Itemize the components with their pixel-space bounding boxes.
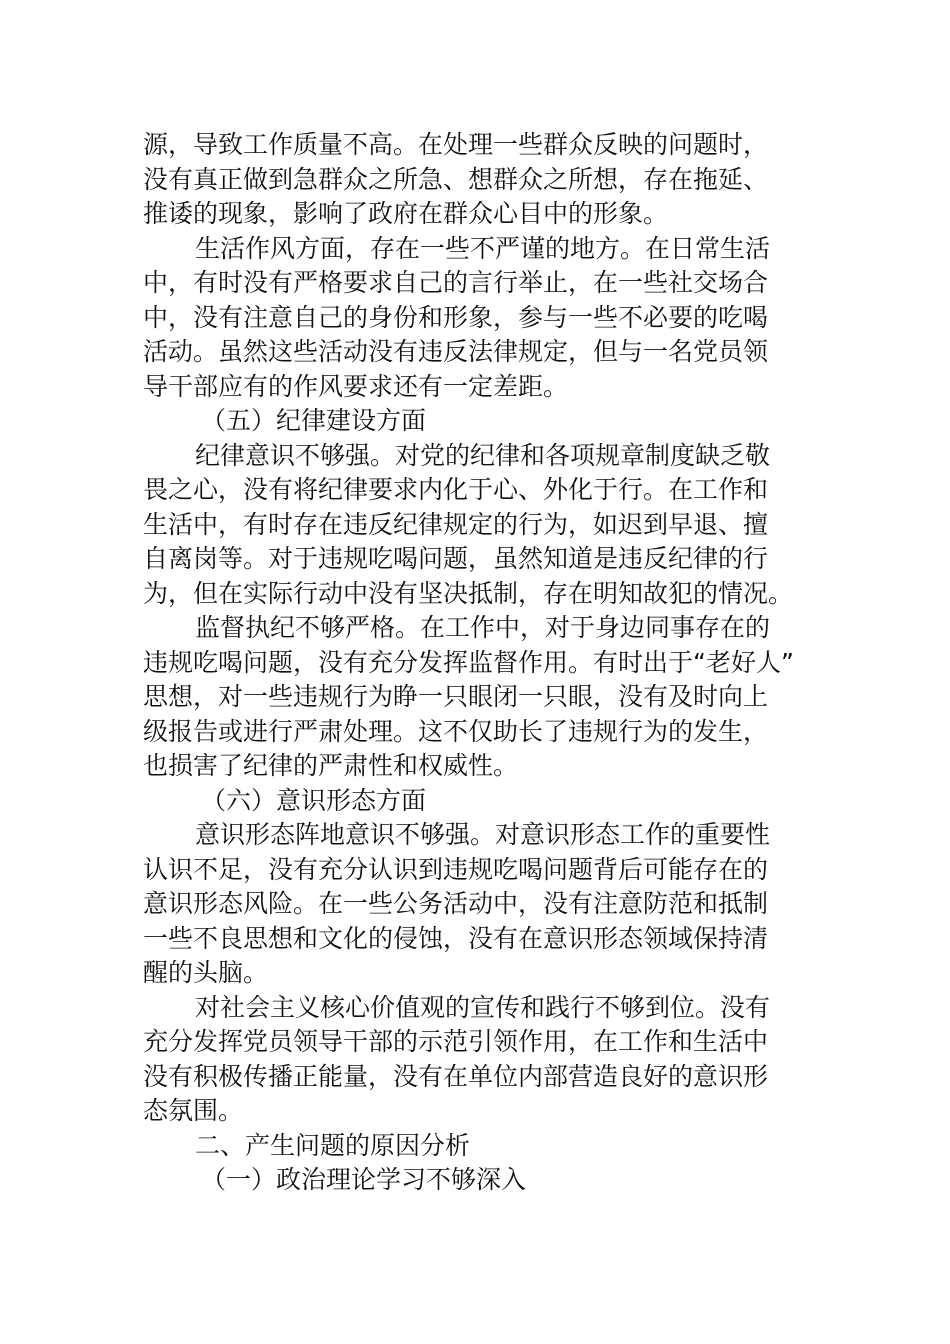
text-line: 思想，对一些违规行为睁一只眼闭一只眼，没有及时向上 bbox=[143, 682, 769, 711]
text-line: 中，有时没有严格要求自己的言行举止，在一些社交场合 bbox=[143, 268, 769, 297]
text-line: 认识不足，没有充分认识到违规吃喝问题背后可能存在的 bbox=[143, 854, 769, 884]
paragraph-start-line: 对社会主义核心价值观的宣传和践行不够到位。没有 bbox=[195, 992, 771, 1022]
text-line: 生活中，有时存在违反纪律规定的行为，如迟到早退、擅 bbox=[143, 509, 769, 539]
text-line: 一些不良思想和文化的侵蚀，没有在意识形态领域保持清 bbox=[143, 923, 769, 953]
text-line: 导干部应有的作风要求还有一定差距。 bbox=[143, 371, 569, 401]
text-line: 违规吃喝问题，没有充分发挥监督作用。有时出于“老好人” bbox=[143, 647, 794, 677]
chapter-heading: 二、产生问题的原因分析 bbox=[195, 1130, 471, 1160]
text-line: 活动。虽然这些活动没有违反法律规定，但与一名党员领 bbox=[143, 337, 769, 366]
paragraph-start-line: 意识形态阵地意识不够强。对意识形态工作的重要性 bbox=[195, 820, 771, 849]
paragraph-start-line: 生活作风方面，存在一些不严谨的地方。在日常生活 bbox=[195, 233, 771, 263]
section-heading: （一）政治理论学习不够深入 bbox=[201, 1165, 527, 1194]
text-line: 级报告或进行严肃处理。这不仅助长了违规行为的发生， bbox=[143, 716, 769, 746]
text-line: 充分发挥党员领导干部的示范引领作用，在工作和生活中 bbox=[143, 1027, 769, 1056]
text-line: 畏之心，没有将纪律要求内化于心、外化于行。在工作和 bbox=[143, 475, 769, 504]
text-line: 也损害了纪律的严肃性和权威性。 bbox=[143, 751, 519, 780]
section-heading: （六）意识形态方面 bbox=[201, 785, 427, 815]
text-line: 推诿的现象，影响了政府在群众心目中的形象。 bbox=[143, 199, 669, 228]
text-line: 源，导致工作质量不高。在处理一些群众反映的问题时， bbox=[143, 130, 769, 159]
paragraph-start-line: 纪律意识不够强。对党的纪律和各项规章制度缺乏敬 bbox=[195, 440, 771, 470]
text-line: 没有积极传播正能量，没有在单位内部营造良好的意识形 bbox=[143, 1061, 769, 1091]
text-line: 自离岗等。对于违规吃喝问题，虽然知道是违反纪律的行 bbox=[143, 544, 769, 573]
body-text bbox=[143, 128, 807, 1198]
text-line: 意识形态风险。在一些公务活动中，没有注意防范和抵制 bbox=[143, 889, 769, 918]
text-line: 为，但在实际行动中没有坚决抵制，存在明知故犯的情况。 bbox=[143, 578, 794, 608]
text-line: 中，没有注意自己的身份和形象，参与一些不必要的吃喝 bbox=[143, 302, 769, 332]
text-line: 没有真正做到急群众之所急、想群众之所想，存在拖延、 bbox=[143, 164, 769, 194]
text-line: 醒的头脑。 bbox=[143, 958, 269, 987]
paragraph-start-line: 监督执纪不够严格。在工作中，对于身边同事存在的 bbox=[195, 613, 771, 642]
text-line: 态氛围。 bbox=[143, 1096, 244, 1125]
section-heading: （五）纪律建设方面 bbox=[201, 406, 427, 435]
